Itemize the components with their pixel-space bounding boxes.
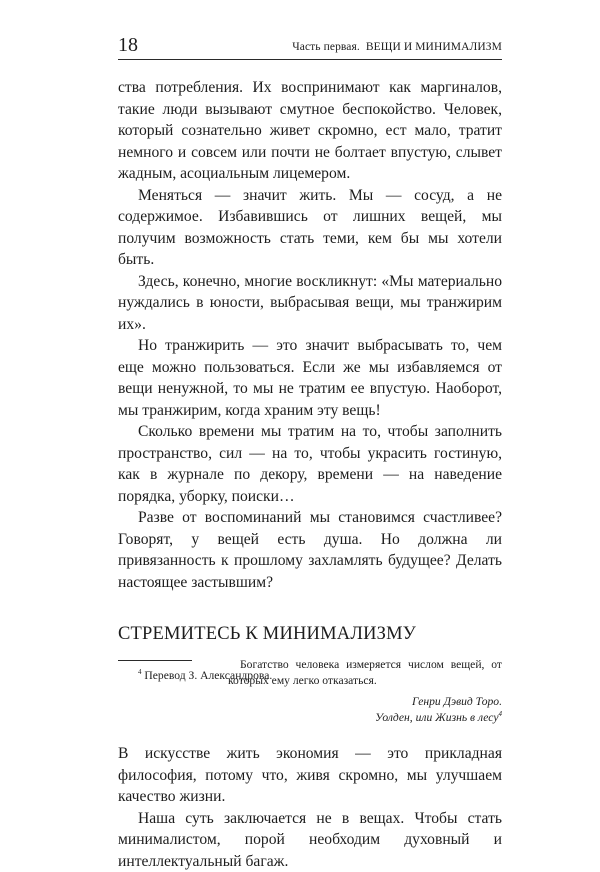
paragraph: Наша суть заключается не в вещах. Чтобы стать минималистом, порой необходим духовный и интеллектуальный багаж. xyxy=(118,808,502,872)
footnote-rule xyxy=(118,660,192,661)
footnote-ref: 4 xyxy=(499,710,503,718)
footnote xyxy=(118,668,502,683)
paragraph: Меняться — значит жить. Мы — сосуд, а не содержимое. Избавившись от лишних вещей, мы получим возможность стать теми, кем бы мы хотели быть. xyxy=(118,185,502,271)
paragraph: Здесь, конечно, многие воскликнут: «Мы материально нуждались в юности, выбрасывая вещи, мы транжирим их». xyxy=(118,271,502,336)
part-label: Часть первая. xyxy=(292,41,360,53)
paragraph: ства потребления. Их воспринимают как маргиналов, такие люди вызывают смутное беспокойство. Человек, который сознательно живет скромно, ест мало, тратит немного и совсем или почти не болтает впустую, слывет жадным, асоциальным лицемером. xyxy=(118,77,502,185)
paragraph: Разве от воспоминаний мы становимся счастливее? Говорят, у вещей есть душа. Но должна ли привязанность к прошлому захламлять будущее? Делать настоящее застывшим? xyxy=(118,507,502,593)
running-header xyxy=(118,34,502,58)
section-heading: СТРЕМИТЕСЬ К МИНИМАЛИЗМУ xyxy=(118,623,502,645)
epigraph-attribution xyxy=(228,694,502,725)
paragraph: Сколько времени мы тратим на то, чтобы заполнить пространство, сил — на то, чтобы украсить гостиную, как в журнале по декору, времени — на наведение порядка, уборку, поиски… xyxy=(118,421,502,507)
page-body xyxy=(118,77,502,872)
chapter-label: ВЕЩИ И МИНИМАЛИЗМ xyxy=(366,41,502,53)
header-rule xyxy=(118,59,502,60)
epigraph-work-line xyxy=(228,710,502,726)
paragraph: Но транжирить — это значит выбрасывать то, чем еще можно пользоваться. Если же мы избавляемся от вещи ненужной, то мы не тратим ее впустую. Наоборот, мы транжирим, когда храним эту вещь! xyxy=(118,335,502,421)
epigraph-work: Уолден, или Жизнь в лесу xyxy=(375,711,498,724)
page-number: 18 xyxy=(118,34,138,56)
epigraph-quote: Богатство человека измеряется числом вещей, от которых ему легко отказаться. xyxy=(228,657,502,688)
running-head-title xyxy=(292,41,502,54)
footnote-text: Перевод З. Александрова. xyxy=(142,669,273,682)
paragraph: В искусстве жить экономия — это прикладная философия, потому что, живя скромно, мы улучшаем качество жизни. xyxy=(118,743,502,808)
epigraph-author: Генри Дэвид Торо. xyxy=(228,694,502,710)
footnote-mark: 4 xyxy=(138,668,142,676)
